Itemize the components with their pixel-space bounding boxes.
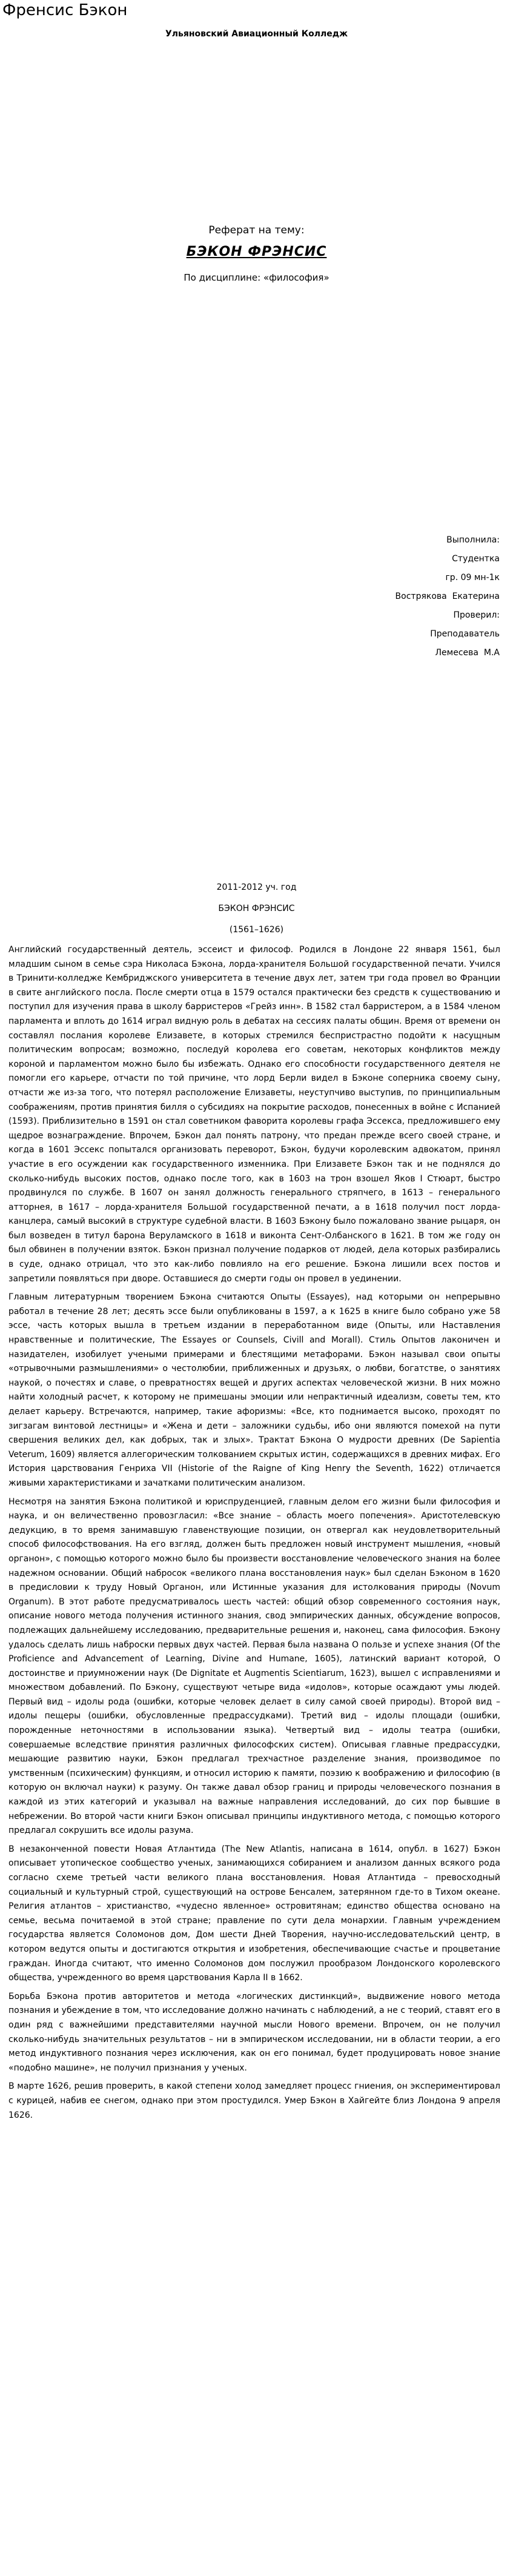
article-body bbox=[8, 943, 500, 2127]
teacher-name: Лемесева М.А bbox=[435, 648, 500, 658]
student-label: Студентка bbox=[452, 554, 500, 564]
name-heading: БЭКОН ФРЭНСИС bbox=[218, 904, 295, 913]
paragraph: В незаконченной повести Новая Атлантида (The New Atlantis, написана в 1614, опубл. в 1627) Бэкон описывает утопическое сообщество ученых, занимающихся собиранием и анализом данных всякого рода согласно схеме третьей части великого плана восстановления. Новая Атлантида – превосходный социальный и культурный строй, существующий на острове Бенсалем, затерянном где-то в Тихом океане. Религия атлантов – христианство, «чудесно явленное» островитянам; единство общества основано на семье, весьма почитаемой в этой стране; правление по сути дела монархии. Главным учреждением государства является Соломонов дом, Дом шести Дней Творения, научно-исследовательский центр, в котором ведутся опыты и достигаются открытия и изобретения, обеспечивающие счастье и процветание граждан. Иногда считают, что именно Соломонов дом послужил прообразом Лондонского королевского общества, учрежденного во время царствования Карла II в 1662. bbox=[8, 1844, 500, 1983]
student-name: Вострякова Екатерина bbox=[395, 592, 500, 601]
signature-block bbox=[396, 531, 500, 662]
checked-label: Проверил: bbox=[453, 610, 500, 620]
paragraph: Несмотря на занятия Бэкона политикой и юриспруденцией, главным делом его жизни были философия и наука, и он величественно провозгласил: «Все знание – область моего попечения». Аристотелевскую дедукцию, в то время занимавшую главенствующие позиции, он отвергал как неудовлетворительный способ философствования. На его взгляд, должен быть предложен новый инструмент мышления, «новый органон», с помощью которого можно было бы произвести восстановление человеческого знания на более надежном основании. Общий набросок «великого плана восстановления наук» был сделан Бэконом в 1620 в предисловии к труду Новый Органон, или Истинные указания для истолкования природы (Novum Organum). В этот работе предусматривалось шесть частей: общий обзор современного состояния наук, описание нового метода получения истинного знания, свод эмпирических данных, обсуждение вопросов, подлежащих дальнейшему исследованию, предварительные решения и, наконец, сама философия. Бэкону удалось сделать лишь наброски первых двух частей. Первая была названа О пользе и успехе знания (Of the Proficience and Advancement of Learning, Divine and Humane, 1605), латинский вариант которой, О достоинстве и приумножении наук (De Dignitate et Augmentis Scientiarum, 1623), вышел с исправлениями и множеством добавлений. По Бэкону, существуют четыре вида «идолов», которые осаждают умы людей. Первый вид – идолы рода (ошибки, которые человек делает в силу самой своей природы). Второй вид – идолы пещеры (ошибки, обусловленные предрассудками). Третий вид – идолы площади (ошибки, порожденные неточностями в использовании языка). Четвертый вид – идолы театра (ошибки, совершаемые вследствие принятия различных философских систем). Описывая главные предрассудки, мешающие развитию науки, Бэкон предлагал трехчастное разделение знания, производимое по умственным (психическим) функциям, и относил историю к памяти, поэзию к воображению и философию (в которую он включал науки) к разуму. Он также давал обзор границ и природы человеческого познания в каждой из этих категорий и указывал на важные направления исследований, до сих пор бывшие в небрежении. Во второй части книги Бэкон описывал принципы индуктивного метода, с помощью которого предлагал сокрушить все идолы разума. bbox=[8, 1497, 500, 1836]
reference-label: Реферат на тему: bbox=[208, 224, 305, 236]
teacher-label: Преподаватель bbox=[430, 629, 500, 639]
paragraph: В марте 1626, решив проверить, в какой степени холод замедляет процесс гниения, он экспериментировал с курицей, набив ее снегом, однако при этом простудился. Умер Бэкон в Хайгейте близ Лондона 9 апреля 1626. bbox=[8, 2081, 500, 2120]
college-name: Ульяновский Авиационный Колледж bbox=[165, 29, 348, 39]
academic-year: 2011-2012 уч. год bbox=[216, 883, 297, 892]
discipline-label: По дисциплине: «философия» bbox=[184, 272, 329, 283]
document-title: Френсис Бэкон bbox=[2, 1, 128, 19]
main-title: БЭКОН ФРЭНСИС bbox=[186, 244, 327, 259]
paragraph: Английский государственный деятель, эссеист и философ. Родился в Лондоне 22 января 1561, был младшим сыном в семье сэра Николаса Бэкона, лорда-хранителя Большой государственной печати. Учился в Тринити-колледже Кембриджского университета в течение двух лет, затем три года провел во Франции в свите английского посла. После смерти отца в 1579 остался практически без средств к существованию и поступил для изучения права в школу барристеров «Грейз инн». В 1582 стал барристером, а в 1584 членом парламента и вплоть до 1614 играл видную роль в дебатах на сессиях палаты общин. Время от времени он составлял послания королеве Елизавете, в которых стремился беспристрастно подойти к насущным политическим вопросам; возможно, последуй королева его советам, некоторых конфликтов между короной и парламентом можно было бы избежать. Однако его способности государственного деятеля не помогли его карьере, отчасти по той причине, что лорд Берли видел в Бэконе соперника своему сыну, отчасти же из-за того, что потерял расположение Елизаветы, неуступчиво выступив, по принципиальным соображениям, против принятия билля о субсидиях на покрытие расходов, понесенных в войне с Испанией (1593). Приблизительно в 1591 он стал советником фаворита королевы графа Эссекса, предложившего ему щедрое вознаграждение. Впрочем, Бэкон дал понять патрону, что предан прежде всего своей стране, и когда в 1601 Эссекс попытался организовать переворот, Бэкон, будучи королевским адвокатом, принял участие в его осуждении как государственного изменника. При Елизавете Бэкон так и не поднялся до сколько-нибудь высоких постов, однако после того, как в 1603 на трон взошел Яков I Стюарт, быстро продвинулся по службе. В 1607 он занял должность генерального стряпчего, в 1613 – генерального атторнея, в 1617 – лорда-хранителя Большой государственной печати, а в 1618 получил пост лорда-канцлера, самый высокий в структуре судебной власти. В 1603 Бэкону было пожаловано звание рыцаря, он был возведен в титул барона Веруламского в 1618 и виконта Сент-Олбанского в 1621. В том же году он был обвинен в получении взяток. Бэкон признал получение подарков от людей, дела которых разбирались в суде, однако отрицал, что это как-либо повлияло на его решение. Бэкона лишили всех постов и запретили появляться при дворе. Оставшиеся до смерти годы он провел в уединении. bbox=[8, 945, 500, 1284]
completed-label: Выполнила: bbox=[446, 535, 500, 545]
life-dates: (1561–1626) bbox=[229, 925, 284, 935]
paragraph: Главным литературным творением Бэкона считаются Опыты (Essayes), над которыми он непрерывно работал в течение 28 лет; десять эссе были опубликованы в 1597, а к 1625 в книге было собрано уже 58 эссе, часть которых вышла в третьем издании в переработанном виде (Опыты, или Наставления нравственные и политические, The Essayes or Counsels, Civill and Morall). Стиль Опытов лаконичен и назидателен, изобилует учеными примерами и блестящими метафорами. Бэкон называл свои опыты «отрывочными размышлениями» о честолюбии, приближенных и друзьях, о любви, богатстве, о занятиях наукой, о почестях и славе, о превратностях вещей и других аспектах человеческой жизни. В них можно найти холодный расчет, к которому не примешаны эмоции или непрактичный идеализм, советы тем, кто делает карьеру. Встречаются, например, такие афоризмы: «Все, кто поднимается высоко, проходят по зигзагам винтовой лестницы» и «Жена и дети – заложники судьбы, ибо они являются помехой на пути свершения великих дел, как добрых, так и злых». Трактат Бэкона О мудрости древних (De Sapientia Veterum, 1609) является аллегорическим толкованием скрытых истин, содержащихся в древних мифах. Его История царствования Генриха VII (Historie of the Raigne of King Henry the Seventh, 1622) отличается живыми характеристиками и зачатками политическим анализом. bbox=[8, 1292, 500, 1488]
student-group: гр. 09 мн-1к bbox=[445, 573, 500, 582]
paragraph: Борьба Бэкона против авторитетов и метода «логических дистинкций», выдвижение нового метода познания и убеждение в том, что исследование должно начинать с наблюдений, а не с теорий, ставят его в один ряд с важнейшими представителями научной мысли Нового времени. Впрочем, он не получил сколько-нибудь значительных результатов – ни в эмпирическом исследовании, ни в области теории, а его метод индуктивного познания через исключения, как он его понимал, будет продуцировать новое знание «подобно машине», не получил признания у ученых. bbox=[8, 1991, 500, 2073]
